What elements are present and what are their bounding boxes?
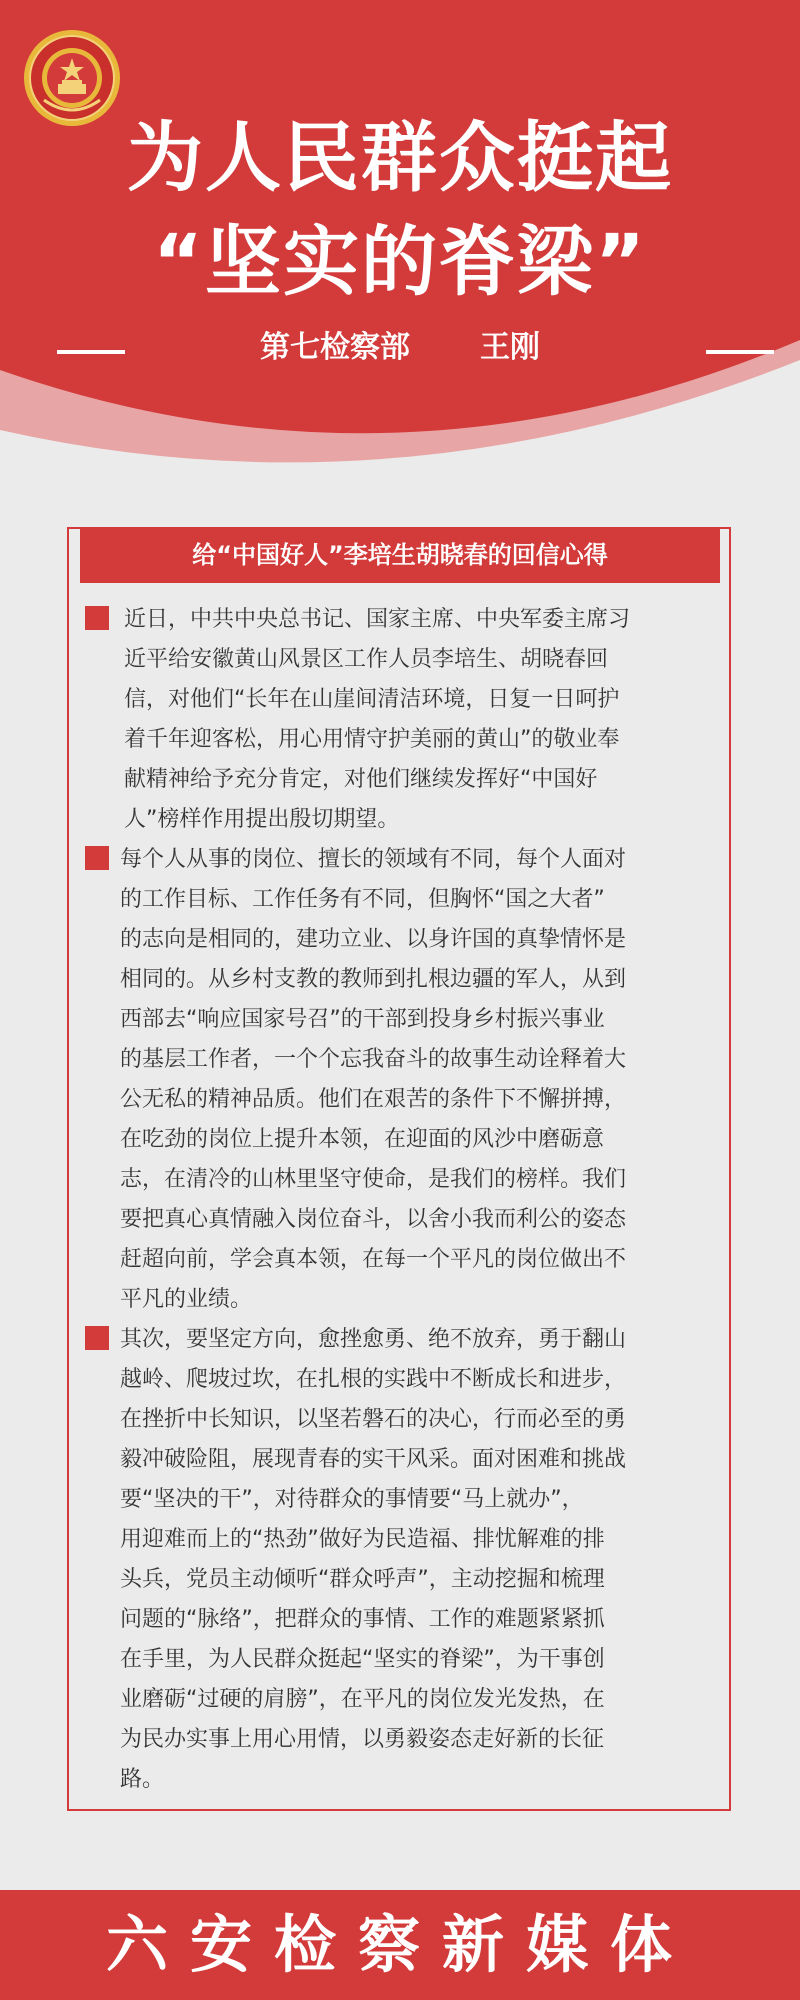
paragraph-line: 西部去“响应国家号召”的干部到投身乡村振兴事业 bbox=[120, 1007, 605, 1032]
paragraph-line: 问题的“脉络”，把群众的事情、工作的难题紧紧抓 bbox=[120, 1607, 605, 1632]
paragraph-line: 的工作目标、工作任务有不同，但胸怀“国之大者” bbox=[120, 887, 605, 912]
paragraph-line: 的志向是相同的，建功立业、以身许国的真挚情怀是 bbox=[120, 927, 627, 952]
paragraph-line: 相同的。从乡村支教的教师到扎根边疆的军人，从到 bbox=[120, 967, 627, 992]
card-heading: 给“中国好人”李培生胡晓春的回信心得 bbox=[80, 527, 720, 583]
paragraph-line: 路。 bbox=[120, 1767, 165, 1792]
paragraph-line: 要把真心真情融入岗位奋斗，以舍小我而利公的姿态 bbox=[120, 1207, 627, 1232]
paragraph-line: 要“坚决的干”，对待群众的事情要“马上就办”， bbox=[120, 1487, 584, 1512]
paragraph-1 bbox=[85, 600, 705, 840]
paragraph-line: 其次，要坚定方向，愈挫愈勇、绝不放弃，勇于翻山 bbox=[120, 1327, 627, 1352]
paragraph-line: 毅冲破险阻，展现青春的实干风采。面对困难和挑战 bbox=[120, 1447, 627, 1472]
paragraph-line: 平凡的业绩。 bbox=[120, 1287, 253, 1312]
paragraph-line: 公无私的精神品质。他们在艰苦的条件下不懈拼搏， bbox=[120, 1087, 627, 1112]
paragraph-line: 每个人从事的岗位、擅长的领域有不同，每个人面对 bbox=[120, 847, 627, 872]
paragraph-line: 志，在清冷的山林里坚守使命，是我们的榜样。我们 bbox=[120, 1167, 627, 1192]
paragraph-line: 业磨砺“过硬的肩膀”，在平凡的岗位发光发热，在 bbox=[120, 1687, 605, 1712]
byline bbox=[0, 328, 800, 368]
paragraph-2 bbox=[85, 840, 705, 1320]
paragraph-line: 在挫折中长知识，以坚若磐石的决心，行而必至的勇 bbox=[120, 1407, 627, 1432]
page-title-line1: 为人民群众挺起 bbox=[127, 113, 673, 202]
paragraph-line: 头兵，党员主动倾听“群众呼声”，主动挖掘和梳理 bbox=[120, 1567, 605, 1592]
author-name: 王刚 bbox=[480, 330, 540, 365]
paragraph-line: 信，对他们“长年在山崖间清洁环境，日复一日呵护 bbox=[124, 687, 620, 712]
paragraph-line: 着千年迎客松，用心用情守护美丽的黄山”的敬业奉 bbox=[124, 727, 620, 752]
paragraph-line: 用迎难而上的“热劲”做好为民造福、排忧解难的排 bbox=[120, 1527, 605, 1552]
paragraph-line: 赶超向前，学会真本领，在每一个平凡的岗位做出不 bbox=[120, 1247, 627, 1272]
paragraph-line: 在手里，为人民群众挺起“坚实的脊梁”，为干事创 bbox=[120, 1647, 605, 1672]
paragraph-line: 近日，中共中央总书记、国家主席、中央军委主席习 bbox=[124, 607, 631, 632]
paragraph-line: 在吃劲的岗位上提升本领，在迎面的风沙中磨砺意 bbox=[120, 1127, 605, 1152]
paragraph-line: 为民办实事上用心用情，以勇毅姿态走好新的长征 bbox=[120, 1727, 605, 1752]
footer-brand: 六安检察新媒体 bbox=[105, 1908, 694, 1981]
paragraph-line: 近平给安徽黄山风景区工作人员李培生、胡晓春回 bbox=[124, 647, 609, 672]
paragraph-line: 人”榜样作用提出殷切期望。 bbox=[124, 807, 400, 832]
paragraph-line: 的基层工作者，一个个忘我奋斗的故事生动诠释着大 bbox=[120, 1047, 627, 1072]
paragraph-line: 越岭、爬坡过坎，在扎根的实践中不断成长和进步， bbox=[120, 1367, 627, 1392]
department-name: 第七检察部 bbox=[260, 330, 410, 365]
paragraph-3 bbox=[85, 1320, 705, 1800]
paragraph-line: 献精神给予充分肯定，对他们继续发挥好“中国好 bbox=[124, 767, 598, 792]
page-title-line2: “坚实的脊梁” bbox=[153, 217, 647, 306]
